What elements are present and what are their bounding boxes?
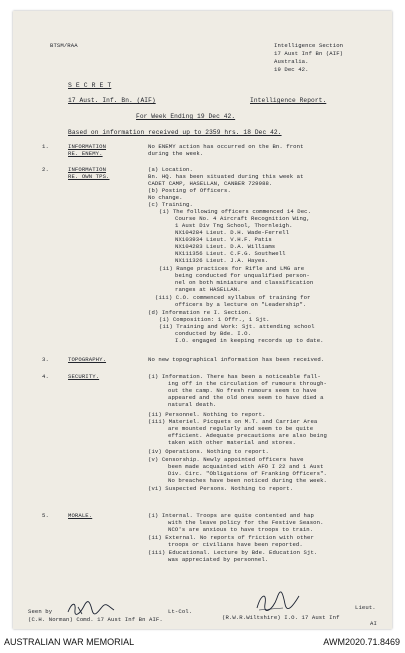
section-body-line: (i) Internal. Troops are quite contented and hap [148,512,314,519]
section-body-line: Div. Circ. "Obligations of Franking Officers". [168,470,328,477]
section-body-line: was appreciated by personnel. [168,556,269,563]
officer-name: (R.W.R.Wiltshire) I.O. 17 Aust Inf [222,614,340,621]
section-heading: MORALE. [68,512,93,519]
section-body-line: (vi) Suspected Persons. Nothing to report. [148,485,294,492]
section-body-line: conducted by Bde. I.O. [175,330,252,337]
section-number: 1. [42,143,49,150]
section-body-line: with the leave policy for the Festive Season. [168,519,324,526]
section-heading: RE. ENEMY. [68,150,103,157]
section-body-line: (i) Information. There has been a noticeable fall- [148,373,321,380]
address-line: Australia. [274,58,309,65]
section-body-line: during the week. [148,150,204,157]
section-body-line: No change. [148,194,183,201]
accession-number: AWM2020.71.8469 [323,637,400,647]
section-heading: TOPOGRAPHY. [68,356,107,363]
section-body-line: (b) Posting of Officers. [148,187,231,194]
section-body-line: Bn. HQ. has been situated during this week at [148,173,304,180]
seen-by-label: Seen by [28,608,53,615]
section-body-line: ranges at HASELLAN. [175,286,241,293]
report-title: Intelligence Report. [250,97,327,104]
section-body-line: No new topographical information has been received. [148,356,325,363]
section-body-line: (i) The following officers commenced 14 Dec. [159,208,312,215]
section-body-line: I.O. engaged in keeping records up to date. [175,337,324,344]
section-body-line: NX103934 Lieut. V.H.F. Patis [175,236,272,243]
section-body-line: (iii) Materiel. Picquets on M.T. and Carrier Area [148,418,318,425]
section-body-line: CADET CAMP, HASELLAN, CANBER 729988. [148,180,273,187]
section-body-line: efficient. Adequate precautions are also being [168,432,328,439]
section-body-line: (iv) Operations. Nothing to report. [148,448,269,455]
section-number: 2. [42,166,49,173]
section-body-line: (ii) Personnel. Nothing to report. [148,411,266,418]
unit-title: 17 Aust. Inf. Bn. (AIF) [68,97,156,104]
section-body-line: NX104283 Lieut. D.A. Williams [175,243,276,250]
section-body-line: (c) Training. [148,201,193,208]
section-body-line: (ii) Training and Work: Sjt. attending school [159,323,315,330]
section-body-line: NCO's are anxious to have troops to train. [168,526,314,533]
document-reference: BTSM/RAA [50,42,78,49]
section-heading: INFORMATION [68,143,107,150]
section-body-line: been made acquainted with AFO I 22 and 1 Aust [168,463,324,470]
section-body-line: No ENEMY action has occurred on the Bn. front [148,143,304,150]
address-line: 19 Dec 42. [274,66,309,73]
section-body-line: (i) Composition: 1 Offr., 1 Sjt. [159,316,270,323]
section-body-line: troops or civilians have been reported. [168,541,303,548]
signature-right [253,588,303,614]
institution-label: AUSTRALIAN WAR MEMORIAL [4,637,135,647]
section-body-line: out the camp. No fresh rumours seem to have [168,387,317,394]
section-body-line: NX111356 Lieut. C.F.G. Southwell [175,250,286,257]
week-line: For Week Ending 19 Dec 42. [136,113,236,120]
section-body-line: (ii) External. No reports of friction with other [148,534,314,541]
commander-rank: Lt-Col. [168,608,193,615]
section-number: 3. [42,356,49,363]
section-body-line: ing off in the circulation of rumours through- [168,380,328,387]
section-body-line: NX111326 Lieut. J.A. Hayes. [175,257,269,264]
section-body-line: Course No. 4 Aircraft Recognition Wing, [175,215,310,222]
section-body-line: (ii) Range practices for Rifle and LMG are [159,265,305,272]
section-body-line: (iii) Educational. Lecture by Bde. Education Sjt. [148,549,318,556]
section-body-line: are mounted regularly and seem to be quite [168,425,314,432]
section-body-line: (iii) C.O. commenced syllabus of training for [155,294,311,301]
officer-rank: Lieut. [355,604,376,611]
secret-marking: S E C R E T [68,82,112,89]
section-body-line: taken with other material and stores. [168,439,296,446]
commander-name: (C.H. Norman) Comd. 17 Aust Inf Bn AIF. [28,616,163,623]
section-body-line: officers by a lecture on "Leadership". [175,301,307,308]
section-body-line: nel on both miniature and classification [175,279,314,286]
section-body-line: (v) Censorship. Newly appointed officers have [148,456,304,463]
section-number: 4. [42,373,49,380]
page-mark: AI [370,620,377,627]
address-line: Intelligence Section [274,42,344,49]
based-on-line: Based on information received up to 2359 hrs. 18 Dec 42. [68,129,282,136]
section-body-line: (a) Location. [148,166,193,173]
section-body-line: natural death. [168,401,217,408]
address-line: 17 Aust Inf Bn (AIF) [274,50,344,57]
section-body-line: No breaches have been noticed during the week. [168,477,328,484]
section-body-line: 1 Aust Div Tng School, Thornleigh. [175,222,293,229]
section-heading: SECURITY. [68,373,100,380]
section-body-line: NX104284 Lieut. D.H. Wade-Ferrell [175,229,290,236]
section-body-line: being conducted for unqualified person- [175,272,310,279]
section-heading: RE. OWN TPS. [68,173,110,180]
section-body-line: (d) Information re I. Section. [148,309,252,316]
caption-bar [0,633,405,653]
section-number: 5. [42,512,49,519]
section-body-line: appeared and the old ones seem to have died a [168,394,324,401]
signature-left [66,598,116,618]
section-heading: INFORMATION [68,166,107,173]
